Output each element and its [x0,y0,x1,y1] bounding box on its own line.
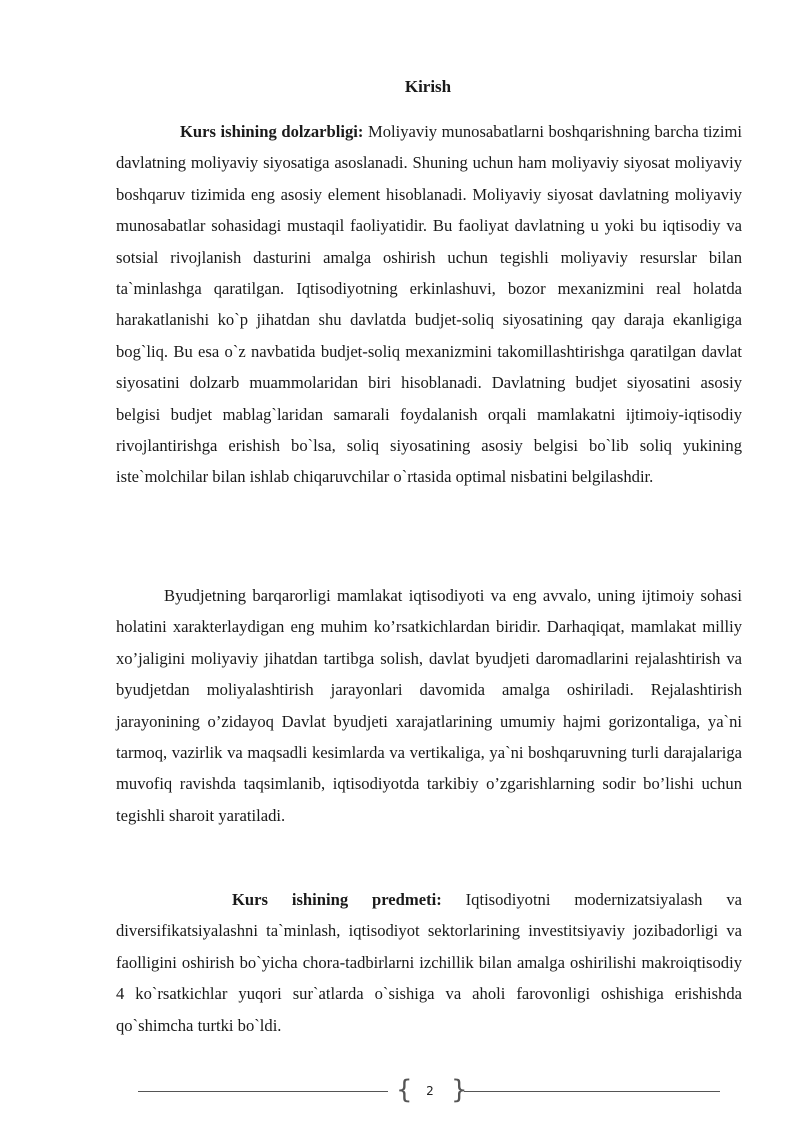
paragraph-budget-stability [116,580,742,831]
left-brace-icon: { [396,1075,413,1105]
page-footer [0,1075,800,1108]
paragraph-body: Byudjetning barqarorligi mamlakat iqtisodiyoti va eng avvalo, uning ijtimoiy sohasi holatini xarakterlaydigan eng muhim ko’rsatkichlardan biridir. Darhaqiqat, mamlakat milliy xo’jaligini moliyaviy jihatdan tartibga solish, davlat byudjeti daromadlarini rejalashtirish va byudjetdan moliyalashtirish jarayonlari davomida amalga oshiriladi. Rejalashtirish jarayonining o’zidayoq Davlat byudjeti xarajatlarining umumiy hajmi gorizontaliga, ya`ni tarmoq, vazirlik va maqsadli kesimlarda va vertikaliga, ya`ni boshqaruvning turli darajalariga muvofiq ravishda taqsimlanib, iqtisodiyotda tarkibiy o’zgarishlarning sodir bo’lishi uchun tegishli sharoit yaratiladi. [116,586,742,825]
footer-rule-right [464,1091,720,1092]
paragraph-relevance [116,116,742,493]
footer-rule-left [138,1091,388,1092]
right-brace-icon: } [451,1075,468,1105]
section-title: Kirish [404,77,452,96]
paragraph-lead: Kurs ishining dolzarbligi: [180,122,364,141]
paragraph-body: Moliyaviy munosabatlarni boshqarishning barcha tizimi davlatning moliyaviy siyosatiga asoslanadi. Shuning uchun ham moliyaviy siyosat moliyaviy boshqaruv tizimida eng asosiy element hisoblanadi. Moliyaviy siyosat davlatning moliyaviy munosabatlar sohasidagi mustaqil faoliyatidir. Bu faoliyat davlatning u yoki bu iqtisodiy va sotsial rivojlanish dasturini amalga oshirish uchun tegishli moliyaviy resurslar bilan ta`minlashga qaratilgan. Iqtisodiyotning erkinlashuvi, bozor mexanizmini real holatda harakatlanishi ko`p jihatdan shu davlatda budjet-soliq siyosatining qay daraja ekanligiga bog`liq. Bu esa o`z navbatida budjet-soliq mexanizmini takomillashtirishga qaratilgan davlat siyosatini dolzarb muammolaridan biri hisoblanadi. Davlatning budjet siyosatini asosiy belgisi budjet mablag`laridan samarali foydalanish orqali mamlakatni ijtimoiy-iqtisodiy rivojlantirishga erishish bo`lsa, soliq siyosatining asosiy belgisi bo`lib soliq yukining iste`molchilar bilan ishlab chiqaruvchilar o`rtasida optimal nisbatini belgilashdir. [116,122,742,487]
page-number: 2 [426,1084,434,1098]
paragraph-body: Iqtisodiyotni modernizatsiyalash va diversifikatsiyalashni ta`minlash, iqtisodiyot sektorlarining investitsiyaviy jozibadorligi va faolligini oshirish bo`yicha chora-tadbirlarni izchillik bilan amalga oshirilishi makroiqtisodiy 4 ko`rsatkichlar yuqori sur`atlarda o`sishiga va aholi farovonligi oshishiga erishishda qo`shimcha turtki bo`ldi. [116,890,742,1035]
paragraph-lead: Kurs ishining predmeti: [232,890,442,909]
paragraph-subject [116,884,742,1041]
